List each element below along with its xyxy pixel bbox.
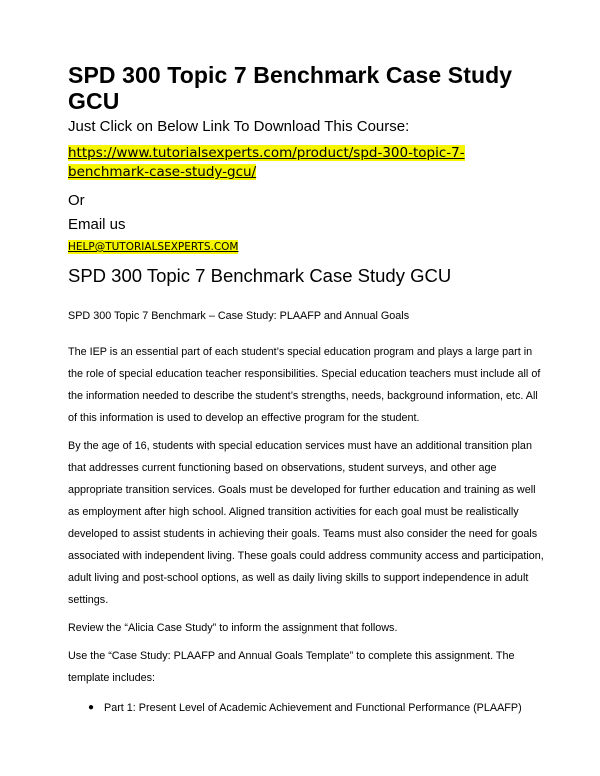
course-download-link-text[interactable]: https://www.tutorialsexperts.com/product/spd-300-topic-7-benchmark-case-study-gcu/ [68, 145, 465, 180]
or-label: Or [68, 192, 85, 209]
document-page [68, 62, 548, 719]
list-item-text: Part 1: Present Level of Academic Achievement and Functional Performance (PLAAFP) [104, 702, 522, 714]
list-item [88, 697, 548, 719]
iep-paragraph: The IEP is an essential part of each student’s special education program and plays a large part in the role of special education teacher responsibilities. Special education teachers must include all of the information needed to describe the student’s strengths, needs, background information, etc. All of this information is used to develop an effective program for the student. [68, 346, 541, 424]
help-email-link[interactable]: HELP@TUTORIALSEXPERTS.COM [68, 241, 239, 253]
template-usage-paragraph: Use the “Case Study: PLAAFP and Annual Goals Template” to complete this assignment. The template includes: [68, 650, 515, 684]
bullet-icon: ● [88, 702, 95, 713]
download-instruction: Just Click on Below Link To Download This Course: [68, 118, 410, 135]
course-download-link[interactable] [68, 144, 518, 182]
document-title: SPD 300 Topic 7 Benchmark Case Study GCU [68, 62, 513, 114]
review-case-study-paragraph: Review the “Alicia Case Study” to inform the assignment that follows. [68, 622, 398, 634]
section-heading: SPD 300 Topic 7 Benchmark Case Study GCU [68, 265, 452, 286]
template-parts-list [68, 697, 548, 719]
assignment-title-paragraph: SPD 300 Topic 7 Benchmark – Case Study: PLAAFP and Annual Goals [68, 310, 410, 322]
email-us-label: Email us [68, 216, 126, 233]
transition-plan-paragraph: By the age of 16, students with special education services must have an additional transition plan that addresses current functioning based on observations, student surveys, and other age appropriate transition services. Goals must be developed for further education and training as well as employment after high school. Aligned transition activities for each goal must be realistically developed to assist students in achieving their goals. Teams must also consider the need for goals associated with independent living. These goals could address community access and participation, adult living and post-school options, as well as daily living skills to support independence in adult settings. [68, 440, 544, 606]
